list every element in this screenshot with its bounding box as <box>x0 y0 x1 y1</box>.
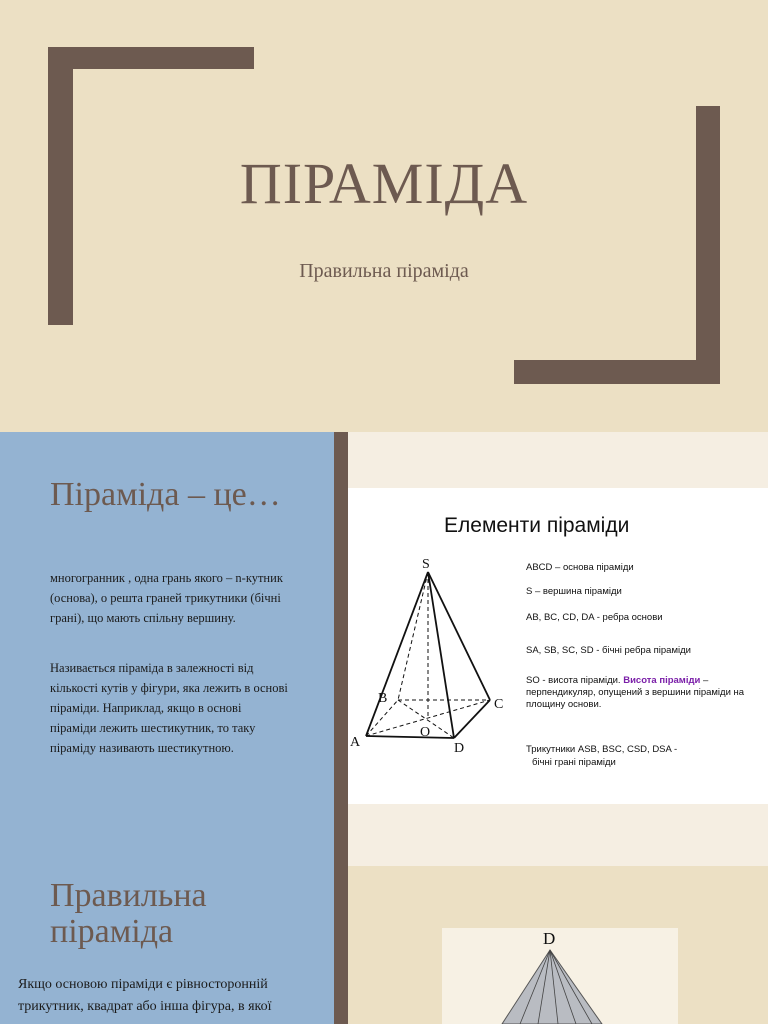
slide-subtitle: Правильна піраміда <box>299 260 469 282</box>
edge-SB <box>398 572 428 700</box>
label-B: B <box>378 691 388 706</box>
edge-AD <box>366 736 454 738</box>
pyramid-elements-figure <box>348 488 768 804</box>
legend-faces-line1: Трикутники ASB, BSC, CSD, DSA - <box>526 744 678 755</box>
corner-bracket-bottom-right-horizontal <box>514 360 720 384</box>
label-C: C <box>494 697 504 712</box>
label-D: D <box>454 741 465 756</box>
legend-height-prefix: SO - висота піраміди. <box>526 675 624 686</box>
regular-pyramid-heading: Правильна піраміда <box>50 877 207 950</box>
regular-pyramid-paragraph: Якщо основою піраміди є рівносторонній трикутник, квадрат або інша фігура, в якої <box>18 977 272 1014</box>
definition-heading: Піраміда – це… <box>50 476 281 513</box>
slide-title: ПІРАМІДА <box>239 151 529 216</box>
edge-SA <box>366 572 428 736</box>
pyramid-diagram <box>348 488 528 768</box>
divider-bar <box>334 866 348 1024</box>
figure-title: Елементи піраміди <box>444 514 630 537</box>
naming-paragraph: Називається піраміда в залежності від кількості кутів у фігури, яка лежить в основі піраміди. Наприклад, якщо в основі піраміди лежить шестикутник, то таку піраміду називають шестикутною. <box>50 661 288 755</box>
regular-pyramid-slide <box>0 866 768 1024</box>
edge-DC <box>454 700 490 738</box>
label-S: S <box>422 557 430 572</box>
regular-pyramid-diagram <box>442 928 678 1024</box>
label-A: A <box>350 735 361 750</box>
definition-paragraph: многогранник , одна грань якого – n-кутник (основа), о решта граней трикутники (бічні грані), що мають спільну вершину. <box>50 571 283 625</box>
legend-height-suffix: – перпендикуляр, опущений з вершини піраміди на площину основи. <box>526 675 745 710</box>
legend-base: ABCD – основа піраміди <box>526 562 634 573</box>
legend-height-highlight: Висота піраміди <box>623 675 701 686</box>
title-slide <box>0 0 768 432</box>
corner-bracket-bottom-right-vertical <box>696 106 720 384</box>
corner-bracket-top-left-horizontal <box>48 47 254 69</box>
regular-pyramid-figure <box>442 928 678 1024</box>
definition-slide <box>0 432 768 866</box>
legend-height <box>526 675 762 711</box>
legend-base-edges: AB, BC, CD, DA - ребра основи <box>526 612 663 623</box>
legend-faces-line2: бічні грані піраміди <box>532 757 616 768</box>
label-O: O <box>420 725 431 740</box>
label-D: D <box>543 929 556 948</box>
legend-lateral-edges: SA, SB, SC, SD - бічні ребра піраміди <box>526 645 691 656</box>
divider-bar <box>334 432 348 866</box>
legend-apex: S – вершина піраміди <box>526 586 622 597</box>
